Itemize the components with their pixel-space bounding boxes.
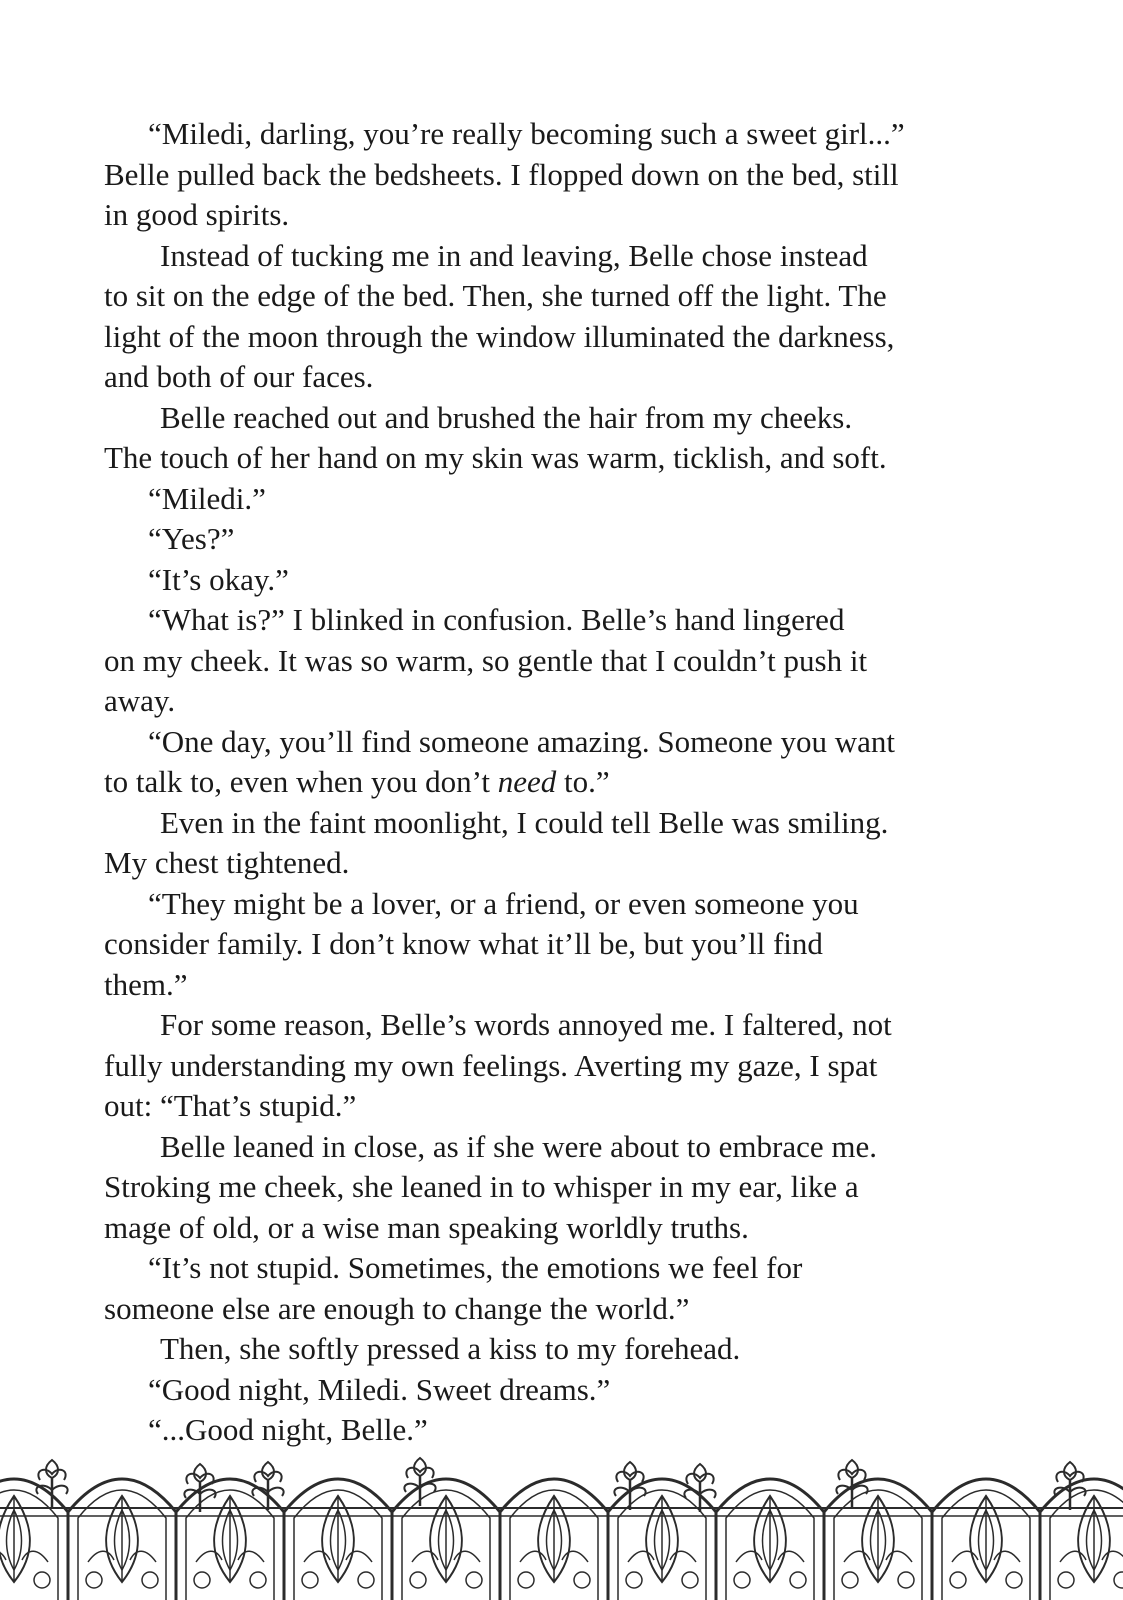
text-line: Instead of tucking me in and leaving, Belle chose instead: [160, 237, 868, 273]
text-line: Belle pulled back the bedsheets. I flopped down on the bed, still: [104, 156, 899, 192]
text-line: Stroking me cheek, she leaned in to whisper in my ear, like a: [104, 1169, 859, 1204]
text-line: The touch of her hand on my skin was warm, ticklish, and soft.: [104, 440, 887, 475]
text-line: Even in the faint moonlight, I could tell Belle was smiling.: [160, 804, 889, 840]
paragraph: [104, 803, 1004, 884]
text-line: consider family. I don’t know what it’ll be, but you’ll find: [104, 926, 823, 961]
text-line: “They might be a lover, or a friend, or even someone you: [148, 885, 859, 921]
text-line: mage of old, or a wise man speaking worldly truths.: [104, 1209, 749, 1245]
text-line: My chest tightened.: [104, 845, 350, 880]
text-line: out: “That’s stupid.”: [104, 1088, 357, 1123]
text-line: away.: [104, 683, 176, 718]
text-line: “...Good night, Belle.”: [148, 1412, 428, 1447]
text-line: Belle leaned in close, as if she were about to embrace me.: [160, 1128, 878, 1164]
text-run: to talk to, even when you don’t: [104, 764, 498, 799]
text-line: Then, she softly pressed a kiss to my forehead.: [160, 1331, 741, 1366]
text-line: fully understanding my own feelings. Averting my gaze, I spat: [104, 1047, 878, 1083]
paragraph: [104, 1127, 1004, 1249]
text-line: “Yes?”: [148, 521, 235, 556]
text-line: “Miledi, darling, you’re really becoming such a sweet girl...”: [148, 116, 905, 151]
text-line: and both of our faces.: [104, 359, 374, 394]
text-line: on my cheek. It was so warm, so gentle that I couldn’t push it: [104, 642, 868, 678]
paragraph: [104, 114, 1004, 236]
text-line: light of the moon through the window illuminated the darkness,: [104, 318, 895, 354]
page-text: [104, 114, 1004, 1451]
paragraph: [104, 600, 1004, 722]
paragraph: [104, 560, 1004, 601]
text-line: someone else are enough to change the world.”: [104, 1290, 690, 1326]
wrought-iron-fence-ornament-icon: [0, 1452, 1123, 1600]
emphasized-word: need: [497, 764, 557, 799]
paragraph: [104, 1370, 1004, 1411]
paragraph: [104, 479, 1004, 520]
text-line: “One day, you’ll find someone amazing. Someone you want: [148, 723, 895, 759]
paragraph: [104, 519, 1004, 560]
text-line: [104, 762, 1004, 803]
paragraph: [104, 1410, 1004, 1451]
text-line: “It’s okay.”: [148, 561, 289, 597]
text-line: Belle reached out and brushed the hair from my cheeks.: [160, 399, 853, 435]
text-run: to.”: [556, 764, 610, 799]
text-line: For some reason, Belle’s words annoyed me. I faltered, not: [160, 1007, 892, 1042]
paragraph: [104, 1005, 1004, 1127]
text-line: them.”: [104, 966, 188, 1002]
text-line: to sit on the edge of the bed. Then, she turned off the light. The: [104, 278, 887, 313]
paragraph: [104, 1329, 1004, 1370]
paragraph: [104, 398, 1004, 479]
text-line: “What is?” I blinked in confusion. Belle’s hand lingered: [148, 602, 845, 637]
text-line: “Miledi.”: [148, 480, 266, 516]
text-line: “It’s not stupid. Sometimes, the emotions we feel for: [148, 1250, 803, 1285]
paragraph: [104, 884, 1004, 1006]
paragraph: [104, 1248, 1004, 1329]
text-line: “Good night, Miledi. Sweet dreams.”: [148, 1371, 611, 1407]
text-line: in good spirits.: [104, 197, 290, 232]
paragraph: [104, 722, 1004, 803]
paragraph: [104, 236, 1004, 398]
